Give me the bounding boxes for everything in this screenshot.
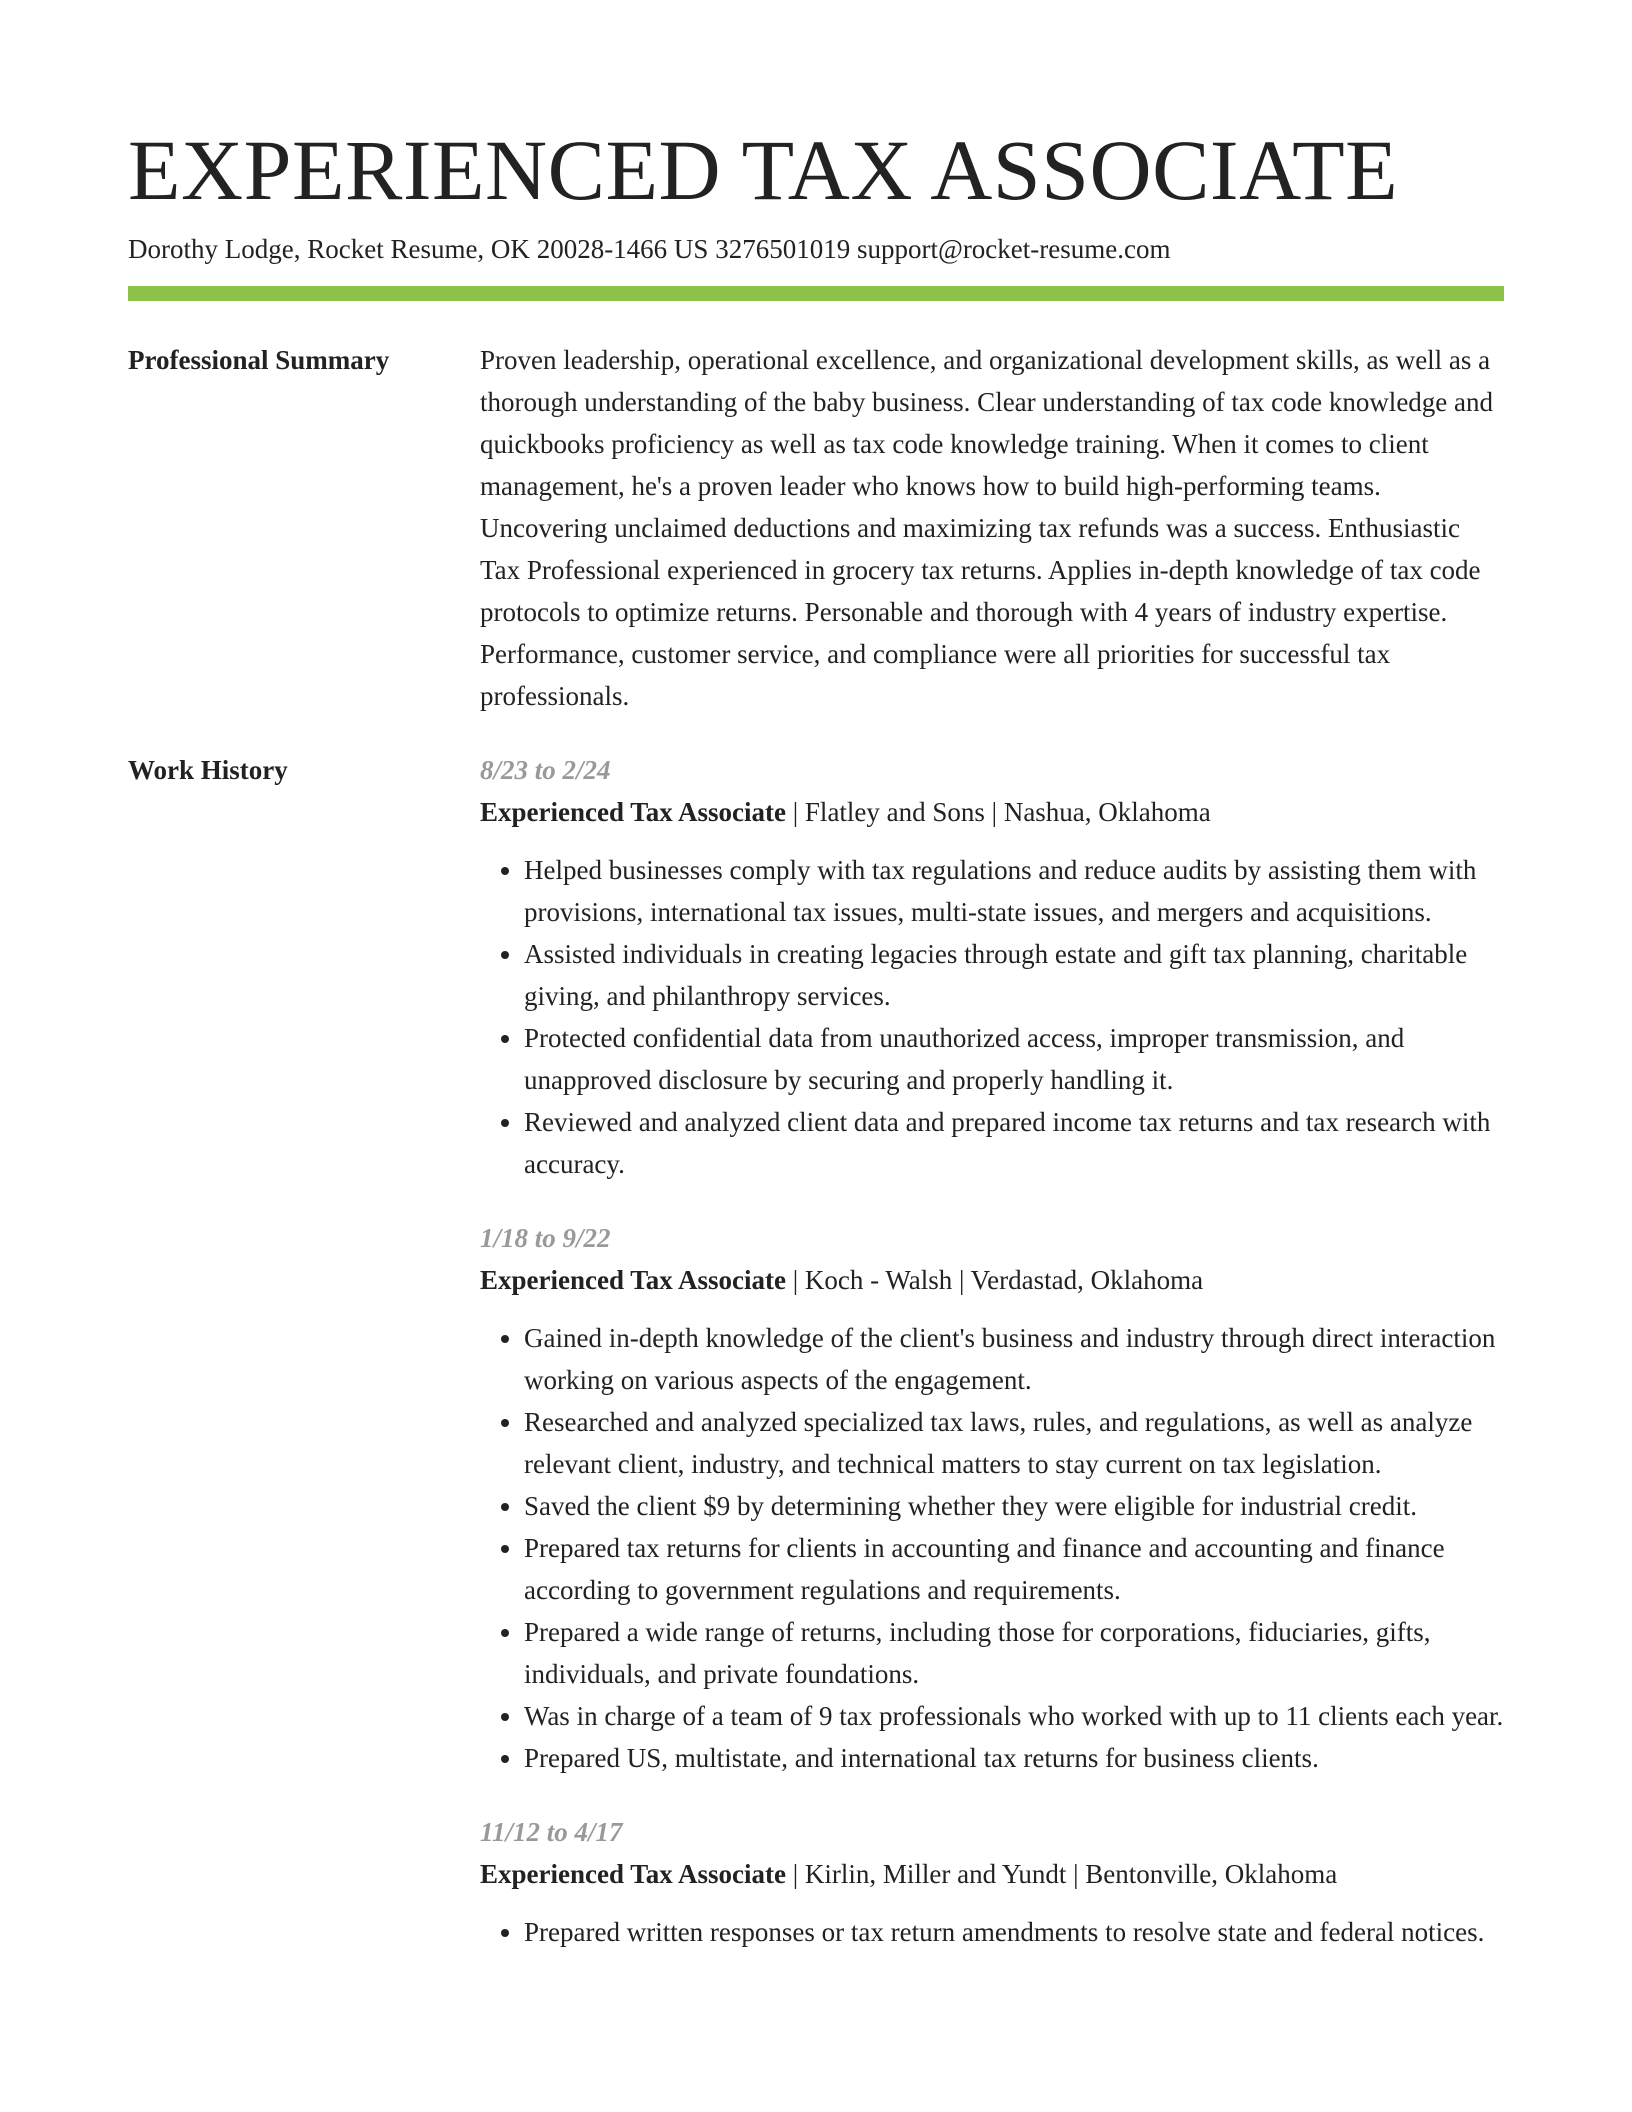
job-heading — [480, 791, 1504, 833]
work-history-section — [128, 749, 1504, 1953]
list-item: • Saved the client $9 by determining whether they were eligible for industrial credit. — [524, 1485, 1504, 1527]
contact-phone: 3276501019 — [715, 234, 851, 264]
list-item: • Prepared tax returns for clients in accounting and finance and accounting and finance according to government regulations and requirements. — [524, 1527, 1504, 1611]
job-title: Experienced Tax Associate — [480, 1859, 787, 1889]
list-item: • Prepared US, multistate, and international tax returns for business clients. — [524, 1737, 1504, 1779]
contact-postal: 20028-1466 US — [536, 234, 709, 264]
job-dates: 1/18 to 9/22 — [480, 1223, 611, 1253]
job-bullets — [480, 1911, 1504, 1953]
job-dates: 11/12 to 4/17 — [480, 1817, 623, 1847]
contact-line — [128, 232, 1504, 266]
list-item: • Assisted individuals in creating legacies through estate and gift tax planning, charitable giving, and philanthropy services. — [524, 933, 1504, 1017]
job-dates: 8/23 to 2/24 — [480, 755, 611, 785]
job-bullets — [480, 1317, 1504, 1779]
job-details: | Flatley and Sons | Nashua, Oklahoma — [786, 797, 1211, 827]
job-title: Experienced Tax Associate — [480, 1265, 787, 1295]
job-heading — [480, 1259, 1504, 1301]
summary-text: Proven leadership, operational excellence, and organizational development skills, as well as a thorough understanding of the baby business. Clear understanding of tax code knowledge and quickbooks proficiency as well as tax code knowledge training. When it comes to client management, he's a proven leader who knows how to build high-performing teams. Uncovering unclaimed deductions and maximizing tax refunds was a success. Enthusiastic Tax Professional experienced in grocery tax returns. Applies in-depth knowledge of tax code protocols to optimize returns. Personable and thorough with 4 years of industry expertise. Performance, customer service, and compliance were all priorities for successful tax professionals. — [480, 345, 1494, 711]
list-item: • Prepared written responses or tax return amendments to resolve state and federal notices. — [524, 1911, 1504, 1953]
job-details: | Kirlin, Miller and Yundt | Bentonville, Oklahoma — [786, 1859, 1338, 1889]
job-entry — [480, 1811, 1504, 1953]
list-item: • Reviewed and analyzed client data and prepared income tax returns and tax research with accuracy. — [524, 1101, 1504, 1185]
job-title: Experienced Tax Associate — [480, 797, 787, 827]
list-item: • Gained in-depth knowledge of the client's business and industry through direct interaction working on various aspects of the engagement. — [524, 1317, 1504, 1401]
job-entry — [480, 1217, 1504, 1779]
summary-section — [128, 339, 1504, 717]
contact-name-location: Dorothy Lodge, Rocket Resume, OK — [128, 234, 530, 264]
header-divider — [128, 286, 1504, 301]
job-heading — [480, 1853, 1504, 1895]
list-item: • Protected confidential data from unauthorized access, improper transmission, and unapproved disclosure by securing and properly handling it. — [524, 1017, 1504, 1101]
work-history-body — [480, 749, 1504, 1953]
list-item: • Was in charge of a team of 9 tax professionals who worked with up to 11 clients each year. — [524, 1695, 1504, 1737]
summary-heading: Professional Summary — [128, 345, 390, 375]
resume-page — [128, 122, 1504, 1953]
summary-body — [480, 339, 1504, 717]
list-item: • Researched and analyzed specialized tax laws, rules, and regulations, as well as analyze relevant client, industry, and technical matters to stay current on tax legislation. — [524, 1401, 1504, 1485]
job-bullets — [480, 849, 1504, 1185]
job-details: | Koch - Walsh | Verdastad, Oklahoma — [786, 1265, 1204, 1295]
page-title: EXPERIENCED TAX ASSOCIATE — [128, 122, 1399, 218]
job-entry — [480, 749, 1504, 1185]
list-item: • Helped businesses comply with tax regulations and reduce audits by assisting them with provisions, international tax issues, multi-state issues, and mergers and acquisitions. — [524, 849, 1504, 933]
contact-email: support@rocket-resume.com — [856, 234, 1171, 264]
work-history-heading: Work History — [128, 755, 288, 785]
list-item: • Prepared a wide range of returns, including those for corporations, fiduciaries, gifts, individuals, and private foundations. — [524, 1611, 1504, 1695]
